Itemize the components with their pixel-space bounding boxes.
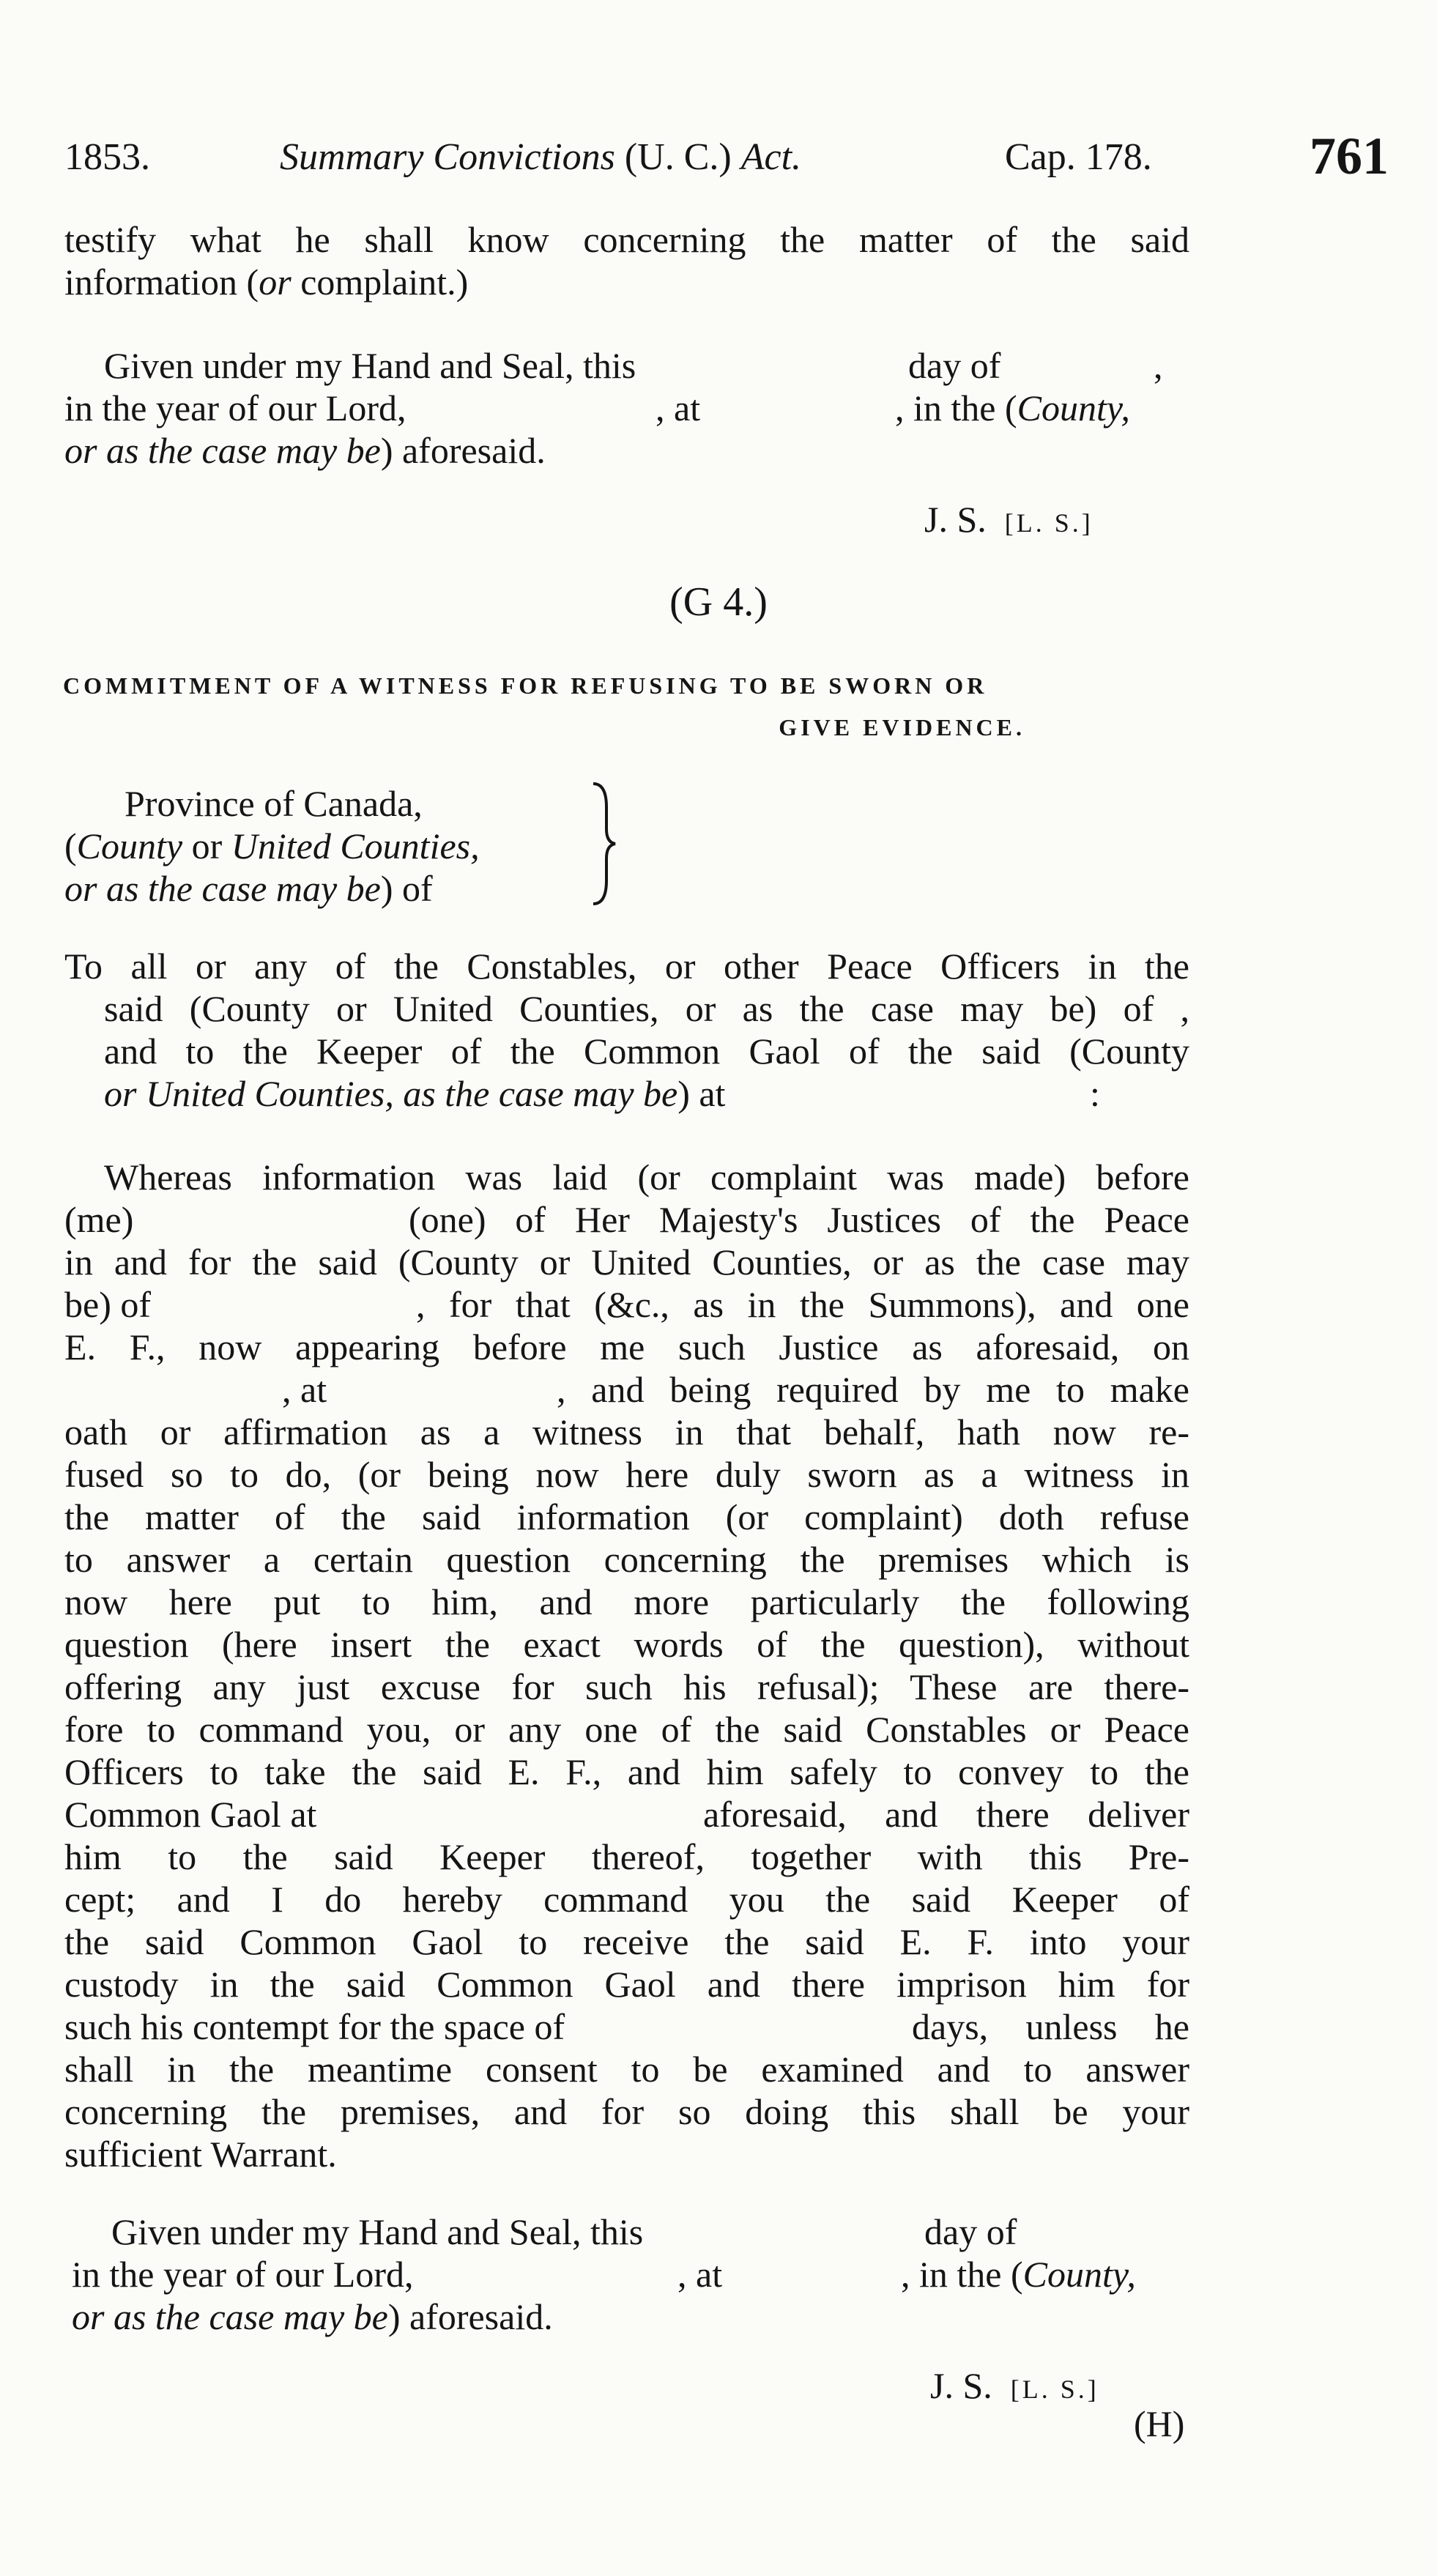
- address-line-2: said (County or United Counties, or as the case may be) of ,: [104, 988, 1189, 1029]
- given-1-line-1b: day of: [908, 345, 1001, 386]
- text-run: or: [182, 825, 231, 866]
- signature-initials: J. S.: [924, 499, 987, 540]
- body-line-4a: be) of: [64, 1284, 151, 1325]
- given-1-line-2b: , at: [656, 387, 701, 428]
- text-run: (: [64, 825, 77, 866]
- text-run-italic: County: [76, 825, 183, 866]
- seal-mark: [L. S.]: [1010, 2375, 1099, 2404]
- signature-2: [930, 2364, 1099, 2407]
- text-run: information (: [64, 261, 259, 302]
- address-line-1: To all or any of the Constables, or other Peace Officers in the: [64, 946, 1189, 987]
- form-caption-line-1: COMMITMENT OF A WITNESS FOR REFUSING TO BE SWORN OR: [63, 672, 988, 699]
- text-run-italic: or as the case may be: [72, 2296, 388, 2337]
- text-run: ) of: [380, 868, 433, 909]
- venue-brace-icon: [586, 778, 623, 910]
- body-line-20: custody in the said Common Gaol and there imprison him for: [64, 1964, 1189, 2005]
- seal-mark: [L. S.]: [1004, 508, 1093, 538]
- body-line-6b: , and being required by me to make: [557, 1369, 1189, 1410]
- body-line-14: fore to command you, or any one of the said Constables or Peace: [64, 1709, 1189, 1750]
- body-line-6a: , at: [282, 1369, 327, 1410]
- text-run: , in the (: [901, 2254, 1023, 2295]
- form-caption-line-2: GIVE EVIDENCE.: [779, 714, 1025, 740]
- text-run-italic: or: [259, 261, 292, 302]
- body-line-2a: (me): [64, 1199, 134, 1240]
- given-1-line-3: [64, 429, 546, 472]
- body-line-7: oath or affirmation as a witness in that behalf, hath now re-: [64, 1411, 1189, 1452]
- text-run-italic: United Counties,: [231, 825, 480, 866]
- continuation-line-1: testify what he shall know concerning the matter of the said: [64, 219, 1189, 260]
- body-line-10: to answer a certain question concerning the premises which is: [64, 1539, 1189, 1580]
- body-line-9: the matter of the said information (or complaint) doth refuse: [64, 1496, 1189, 1537]
- given-2-line-2b: , at: [677, 2254, 723, 2295]
- given-1-line-2a: in the year of our Lord,: [64, 387, 406, 428]
- body-line-16b: aforesaid, and there deliver: [703, 1794, 1189, 1835]
- given-2-line-1b: day of: [924, 2211, 1017, 2252]
- body-line-22: shall in the meantime consent to be examined and to answer: [64, 2049, 1189, 2090]
- text-run: ) aforesaid.: [380, 430, 546, 471]
- signature-1: [924, 498, 1093, 541]
- body-line-21a: such his contempt for the space of: [64, 2006, 565, 2047]
- catchword: (H): [1134, 2403, 1185, 2444]
- body-line-3: in and for the said (County or United Counties, or as the case may: [64, 1241, 1189, 1283]
- address-line-3: and to the Keeper of the Common Gaol of the said (County: [104, 1031, 1189, 1072]
- body-line-18: cept; and I do hereby command you the said Keeper of: [64, 1879, 1189, 1920]
- given-2-line-2a: in the year of our Lord,: [72, 2254, 414, 2295]
- header-title-act: Act.: [740, 136, 802, 178]
- body-line-13: offering any just excuse for such his refusal); These are there-: [64, 1666, 1189, 1707]
- body-line-1: Whereas information was laid (or complaint was made) before: [104, 1157, 1189, 1198]
- header-title: [280, 136, 801, 179]
- address-colon: :: [1090, 1073, 1100, 1114]
- given-2-line-1a: Given under my Hand and Seal, this: [111, 2211, 644, 2252]
- text-run: ) at: [677, 1073, 726, 1114]
- continuation-line-2: [64, 261, 468, 303]
- given-1-line-2c: [895, 387, 1130, 429]
- text-run-italic: or as the case may be: [64, 430, 381, 471]
- text-run-italic: or as the case may be: [64, 868, 381, 909]
- given-2-line-3: [72, 2295, 553, 2338]
- venue-line-1: Province of Canada,: [125, 783, 423, 824]
- body-line-11: now here put to him, and more particularly the following: [64, 1581, 1189, 1622]
- text-run: , in the (: [895, 387, 1017, 428]
- body-line-12: question (here insert the exact words of the question), without: [64, 1624, 1189, 1665]
- body-line-4b: , for that (&c., as in the Summons), and one: [416, 1284, 1189, 1325]
- given-1-line-1c: ,: [1154, 345, 1163, 386]
- text-run: ) aforesaid.: [387, 2296, 553, 2337]
- header-year: 1853.: [64, 136, 150, 178]
- body-line-5: E. F., now appearing before me such Justice as aforesaid, on: [64, 1326, 1189, 1367]
- venue-line-2: [64, 825, 480, 867]
- given-2-line-2c: [901, 2253, 1136, 2295]
- body-line-16a: Common Gaol at: [64, 1794, 317, 1835]
- address-line-4: [104, 1072, 725, 1115]
- body-line-21b: days, unless he: [912, 2006, 1189, 2047]
- venue-line-3: [64, 867, 433, 910]
- body-line-15: Officers to take the said E. F., and him safely to convey to the: [64, 1751, 1189, 1792]
- body-line-2b: (one) of Her Majesty's Justices of the Peace: [409, 1199, 1189, 1240]
- text-run-italic: or United Counties, as the case may be: [104, 1073, 678, 1114]
- given-1-line-1a: Given under my Hand and Seal, this: [104, 345, 636, 386]
- text-run: complaint.): [291, 261, 469, 302]
- page-number: 761: [1310, 127, 1389, 185]
- header-title-plain: (U. C.): [614, 136, 741, 178]
- header-title-italic: Summary Convictions: [280, 136, 615, 178]
- signature-initials: J. S.: [930, 2365, 992, 2406]
- body-line-19: the said Common Gaol to receive the said E. F. into your: [64, 1921, 1189, 1962]
- body-line-23: concerning the premises, and for so doing this shall be your: [64, 2091, 1189, 2132]
- form-number: (G 4.): [669, 579, 768, 625]
- body-line-24: sufficient Warrant.: [64, 2134, 337, 2175]
- body-line-8: fused so to do, (or being now here duly sworn as a witness in: [64, 1454, 1189, 1495]
- text-run-italic: County,: [1017, 387, 1130, 428]
- body-line-17: him to the said Keeper thereof, together with this Pre-: [64, 1836, 1189, 1877]
- header-chapter: Cap. 178.: [1005, 136, 1152, 178]
- text-run-italic: County,: [1022, 2254, 1136, 2295]
